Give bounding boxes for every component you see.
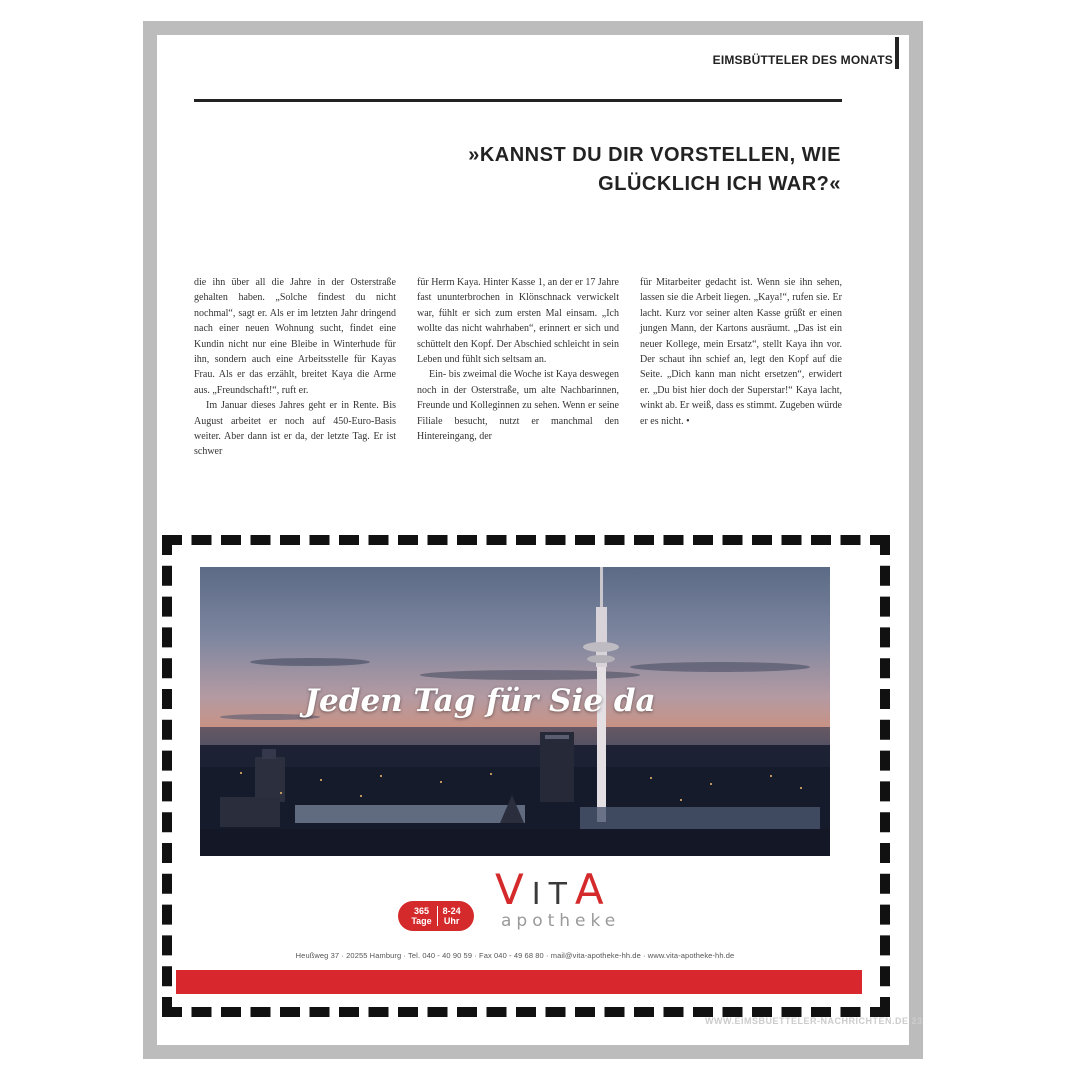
- section-bar: [895, 37, 899, 69]
- opening-hours-badge: [398, 901, 474, 931]
- headline-line-1: »KANNST DU DIR VORSTELLEN, WIE: [468, 144, 841, 166]
- days-label: 365 Tage: [411, 906, 432, 926]
- logo-subtitle: apotheke: [501, 911, 621, 931]
- ad-contact-line: Heußweg 37 · 20255 Hamburg · Tel. 040 - 40 90 59 · Fax 040 - 49 68 80 · mail@vita-apotheke-hh.de · www.vita-apotheke-hh.de: [295, 951, 735, 960]
- article-paragraph: für Mitarbeiter gedacht ist. Wenn sie ihn sehen, lassen sie die Arbeit liegen. „Kaya!“, rufen sie. Er lacht. Kurz vor seiner alten Kasse grüßt er einen jungen Mann, der Kartons ausräumt. „Das ist ein neuer Kollege, mein Ersatz“, stellt Kaya ihn vor. Der schaut ihn schief an, legt den Kopf auf die Seite. „Dich kann man nicht ersetzen“, erwidert er. „Du bist hier doch der Superstar!“ Kaya lacht, winkt ab. Er weiß, dass es stimmt. Zugeben würde er es nicht. •: [640, 277, 842, 427]
- headline-line-2: GLÜCKLICH ICH WAR?«: [598, 173, 841, 195]
- vita-apotheke-logo: VITA apotheke: [495, 868, 655, 940]
- article-columns: [194, 275, 842, 460]
- ad-slogan: Jeden Tag für Sie da: [304, 683, 656, 719]
- article-paragraph: die ihn über all die Jahre in der Osterstraße gehalten haben. „Solche findest du nicht nochmal“, sagt er. Als er im letzten Jahr dringend nach einer neuen Wohnung sucht, findet eine Kundin nicht nur eine Bleibe in Winterhude für ihn, sondern auch eine Arbeitsstelle für Kayas Frau. Als er das erzählt, breitet Kaya die Arme aus. „Freundschaft!“, ruft er.: [194, 277, 396, 396]
- article-column-1: [194, 275, 396, 460]
- article-headline: [321, 141, 841, 199]
- hours-label: 8-24 Uhr: [442, 906, 461, 926]
- article-paragraph: Ein- bis zweimal die Woche ist Kaya deswegen noch in der Osterstraße, um alte Nachbarinnen, Freunde und Kolleginnen zu sehen. Wenn er seine Filiale besucht, nutzt er manchmal den Hintereingang, der: [417, 369, 619, 443]
- article-paragraph: Im Januar dieses Jahres geht er in Rente. Bis August arbeitet er noch auf 450-Euro-Basis weiter. Aber dann ist er da, der letzte Tag. Er ist schwer: [194, 400, 396, 458]
- header-rule: [194, 99, 842, 102]
- article-column-3: [640, 275, 842, 460]
- ad-red-bar: [176, 970, 862, 994]
- page-footer: WWW.EIMSBUETTELER-NACHRICHTEN.DE 23: [705, 1016, 923, 1026]
- section-title: EIMSBÜTTELER DES MONATS: [712, 53, 893, 67]
- article-paragraph: für Herrn Kaya. Hinter Kasse 1, an der er 17 Jahre fast ununterbrochen in Klönschnack verwickelt war, fühlt er sich zum ersten Mal einsam. „Ich wollte das nicht wahrhaben“, erinnert er sich und schüttelt den Kopf. Der Abschied schleicht in sein Leben und fühlt sich seltsam an.: [417, 277, 619, 366]
- ad-skyline-photo: [200, 567, 830, 856]
- article-column-2: [417, 275, 619, 460]
